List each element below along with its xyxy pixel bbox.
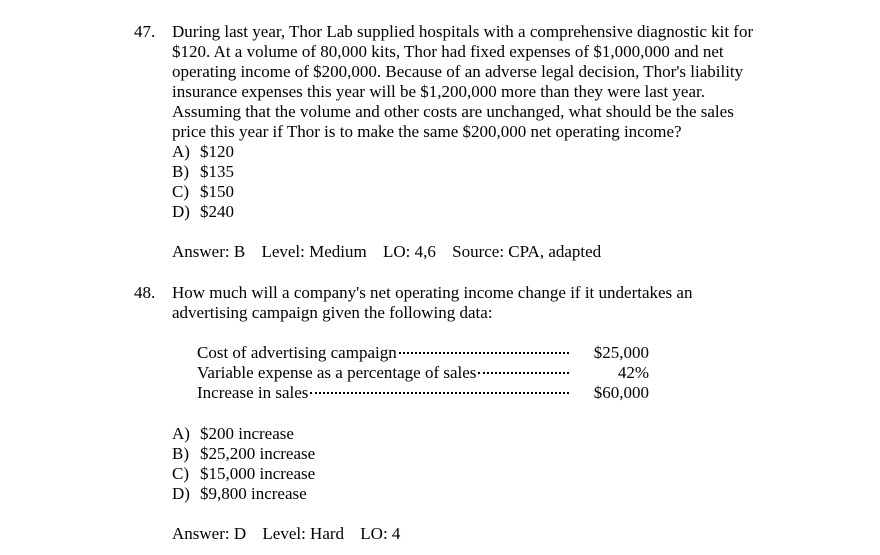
data-label: Variable expense as a percentage of sales — [197, 363, 477, 382]
choice-letter: B) — [172, 444, 189, 463]
answer-source: Source: CPA, adapted — [452, 242, 602, 261]
choice-list — [172, 142, 834, 222]
choice-text: $9,800 increase — [200, 484, 307, 503]
answer-level: Level: Medium — [261, 242, 367, 261]
data-value: $25,000 — [593, 343, 649, 362]
dot-leader — [310, 392, 569, 394]
choice-a — [172, 142, 834, 162]
dot-leader — [399, 352, 569, 354]
answer-lo: LO: 4 — [360, 524, 401, 543]
answer-line-47 — [172, 242, 613, 262]
answer-line-48 — [172, 524, 412, 544]
choice-c — [172, 464, 315, 484]
question-stem-line: How much will a company's net operating income change if it undertakes an — [172, 283, 693, 302]
question-number: 47. — [134, 22, 156, 41]
choice-text: $240 — [200, 202, 234, 221]
question-stem-line: Assuming that the volume and other costs are unchanged, what should be the sales — [172, 102, 734, 121]
question-body — [172, 22, 834, 222]
data-row — [197, 383, 649, 403]
choice-letter: C) — [172, 464, 189, 483]
answer-key: Answer: D — [172, 524, 247, 543]
data-value: 42% — [617, 363, 649, 382]
choice-d — [172, 202, 834, 222]
choice-list — [172, 424, 315, 504]
answer-lo: LO: 4,6 — [382, 242, 436, 261]
question-47 — [134, 22, 834, 222]
choice-text: $150 — [200, 182, 234, 201]
data-value: $60,000 — [593, 383, 649, 402]
data-label: Cost of advertising campaign — [197, 343, 397, 362]
choice-letter: A) — [172, 142, 190, 161]
question-48 — [134, 283, 834, 323]
question-stem-line: insurance expenses this year will be $1,200,000 more than they were last year. — [172, 82, 705, 101]
choice-text: $120 — [200, 142, 234, 161]
answer-level: Level: Hard — [262, 524, 345, 543]
choice-d — [172, 484, 315, 504]
choice-a — [172, 424, 315, 444]
choice-letter: D) — [172, 202, 190, 221]
question-stem-line: During last year, Thor Lab supplied hospitals with a comprehensive diagnostic kit for — [172, 22, 754, 41]
data-row — [197, 363, 649, 383]
data-row — [197, 343, 649, 363]
choice-text: $135 — [200, 162, 234, 181]
choice-letter: A) — [172, 424, 190, 443]
data-label: Increase in sales — [197, 383, 309, 402]
answer-key: Answer: B — [172, 242, 246, 261]
data-table — [197, 343, 649, 403]
choice-b — [172, 162, 834, 182]
question-stem-line: advertising campaign given the following data: — [172, 303, 493, 322]
choice-c — [172, 182, 834, 202]
choice-letter: D) — [172, 484, 190, 503]
dot-leader — [478, 372, 569, 374]
choice-text: $15,000 increase — [200, 464, 316, 483]
choice-b — [172, 444, 315, 464]
question-stem-line: $120. At a volume of 80,000 kits, Thor had fixed expenses of $1,000,000 and net — [172, 42, 724, 61]
choice-letter: C) — [172, 182, 189, 201]
question-body — [172, 283, 834, 323]
question-stem-line: price this year if Thor is to make the same $200,000 net operating income? — [172, 122, 682, 141]
question-stem-line: operating income of $200,000. Because of an adverse legal decision, Thor's liability — [172, 62, 744, 81]
question-number: 48. — [134, 283, 156, 302]
choice-text: $200 increase — [200, 424, 294, 443]
choice-letter: B) — [172, 162, 189, 181]
choice-text: $25,200 increase — [200, 444, 316, 463]
